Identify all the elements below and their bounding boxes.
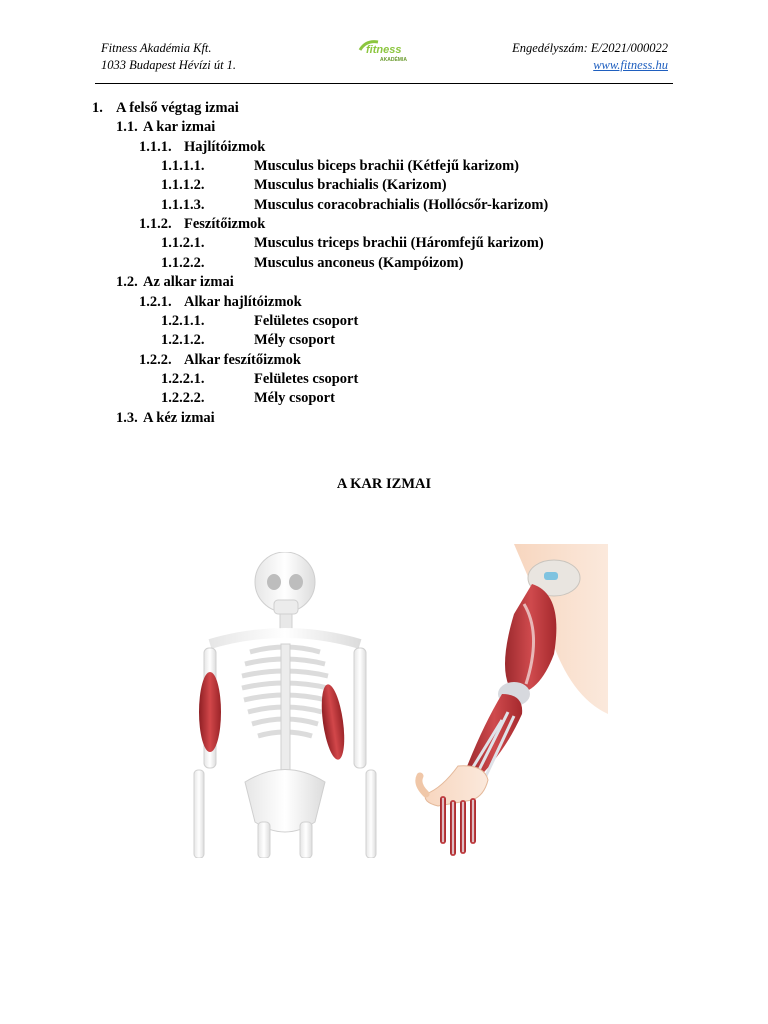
toc-row (161, 196, 548, 215)
toc-number: 1.1.1. (139, 138, 172, 155)
upper-arm-muscle-right (318, 683, 348, 761)
toc-row (161, 331, 335, 350)
toc-number: 1.1.1.2. (161, 177, 205, 194)
toc-label: Hajlítóizmok (184, 138, 266, 155)
toc-label: Musculus coracobrachialis (Hollócsőr-karizom) (254, 196, 549, 213)
toc-number: 1.1.2.2. (161, 254, 205, 271)
upper-arm-muscles (505, 584, 556, 694)
jaw (274, 600, 298, 614)
section-title: A KAR IZMAI (336, 476, 432, 492)
forearm-left (194, 770, 204, 858)
toc-row (139, 351, 301, 370)
toc-row (161, 157, 519, 176)
arm-muscle-illustration (414, 544, 608, 858)
clavicles (210, 633, 360, 644)
toc-row (139, 138, 265, 157)
toc-number: 1.2.1. (139, 293, 172, 310)
toc-row (116, 409, 215, 428)
eye-socket-left (267, 574, 281, 590)
toc-label: Felületes csoport (254, 312, 359, 329)
toc-label: A kar izmai (143, 119, 216, 136)
company-address: 1033 Budapest Hévízi út 1. (101, 58, 237, 72)
logo-subtext: AKADÉMIA (380, 57, 407, 63)
toc-label: Felületes csoport (254, 370, 359, 387)
toc-number: 1.3. (116, 409, 138, 426)
toc-label: A kéz izmai (143, 409, 215, 426)
website-link[interactable]: www.fitness.hu (593, 58, 668, 72)
header-divider (95, 83, 673, 84)
toc-row (161, 234, 544, 253)
femur-right (300, 822, 312, 858)
upper-arm-muscle-left (199, 672, 221, 752)
finger-tendons (443, 798, 473, 854)
toc-row (116, 118, 215, 137)
toc-number: 1.1. (116, 119, 138, 136)
hand-palm (425, 766, 488, 806)
toc-label: Mély csoport (254, 332, 335, 349)
toc-number: 1.1.1.3. (161, 196, 205, 213)
toc-row (161, 254, 463, 273)
toc-label: Musculus brachialis (Karizom) (254, 177, 447, 194)
fitness-logo (356, 38, 412, 64)
toc-number: 1.1.2. (139, 216, 172, 233)
toc-row (161, 389, 335, 408)
toc-row (139, 293, 302, 312)
toc-label: Alkar hajlítóizmok (184, 293, 302, 310)
shoulder-ligament (544, 572, 558, 580)
hand-muscles (440, 796, 476, 856)
thumb (419, 776, 426, 794)
eye-socket-right (289, 574, 303, 590)
toc-label: A felső végtag izmai (116, 100, 239, 116)
toc-number: 1.2.2.1. (161, 370, 205, 387)
company-name: Fitness Akadémia Kft. (101, 41, 212, 55)
toc-label: Feszítőizmok (184, 216, 266, 233)
toc-row (161, 176, 447, 195)
toc-row (161, 370, 358, 389)
toc-number: 1.1.2.1. (161, 235, 205, 252)
toc-label: Az alkar izmai (143, 274, 234, 291)
logo-text: fitness (366, 44, 402, 56)
header-company-info (101, 40, 236, 74)
toc-number: 1.2.1.1. (161, 312, 205, 329)
toc-row (139, 215, 265, 234)
toc-number: 1. (92, 100, 103, 116)
toc-label: Mély csoport (254, 390, 335, 407)
toc-number: 1.2.2.2. (161, 390, 205, 407)
license-number: Engedélyszám: E/2021/000022 (512, 41, 668, 55)
toc-number: 1.1.1.1. (161, 158, 205, 175)
toc-label: Musculus anconeus (Kampóizom) (254, 254, 464, 271)
skeleton-illustration (190, 552, 380, 858)
toc-number: 1.2. (116, 274, 138, 291)
toc-number: 1.2.1.2. (161, 332, 205, 349)
toc-row (116, 273, 234, 292)
humerus-right (354, 648, 366, 768)
toc-label: Musculus triceps brachii (Háromfejű karizom) (254, 235, 544, 252)
forearm-right (366, 770, 376, 858)
femur-left (258, 822, 270, 858)
toc-label: Musculus biceps brachii (Kétfejű karizom) (254, 158, 520, 175)
header-license-info (512, 40, 668, 74)
pelvis (245, 770, 325, 833)
toc-row (161, 312, 358, 331)
toc-row (92, 99, 239, 118)
toc-number: 1.2.2. (139, 351, 172, 368)
toc-label: Alkar feszítőizmok (184, 351, 301, 368)
